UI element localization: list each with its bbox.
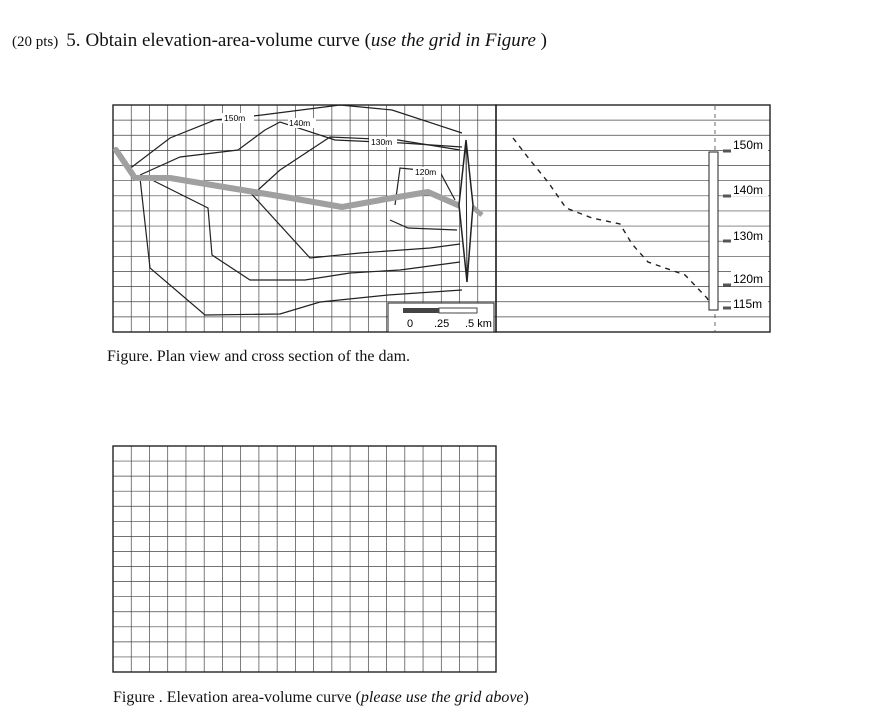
section-label-140m: 140m	[733, 183, 764, 197]
blank-graph-grid	[113, 446, 496, 672]
figure2-caption-hint: please use the grid above	[360, 689, 524, 706]
label-150m: 150m	[224, 113, 246, 123]
question-close: )	[535, 30, 547, 51]
question-number: 5.	[66, 30, 81, 51]
label-140m: 140m	[289, 118, 311, 128]
section-label-120m: 120m	[733, 272, 764, 286]
scale-label-05km: .5 km	[465, 318, 492, 330]
label-120m: 120m	[415, 167, 437, 177]
question-hint: use the grid in Figure	[370, 30, 536, 51]
plan-view-grid	[113, 105, 496, 332]
figure2-caption-close: )	[523, 689, 529, 706]
section-label-130m: 130m	[733, 229, 764, 243]
question-points: (20 pts)	[12, 34, 59, 50]
contour-120m	[248, 190, 460, 258]
ground-profile	[513, 138, 712, 308]
question-body: Obtain elevation-area-volume curve (	[85, 30, 371, 51]
figure1-caption: Figure. Plan view and cross section of the dam.	[107, 348, 411, 365]
contour-upper-2	[258, 137, 460, 190]
scale-label-0: 0	[407, 318, 414, 330]
scale-label-025: .25	[434, 318, 450, 330]
section-frame	[496, 105, 770, 332]
scale-bar-dark	[403, 308, 439, 313]
figure2-caption	[113, 689, 529, 707]
contour-inner	[390, 220, 457, 230]
scale-bar-light	[439, 308, 477, 313]
section-label-115m: 115m	[733, 297, 763, 311]
dam-section	[709, 152, 718, 310]
label-130m: 130m	[371, 137, 393, 147]
blank-graph-frame	[113, 446, 496, 672]
plan-view-frame	[113, 105, 496, 332]
figure2-caption-main: Figure . Elevation area-volume curve (	[113, 689, 361, 706]
section-label-150m: 150m	[733, 138, 764, 152]
